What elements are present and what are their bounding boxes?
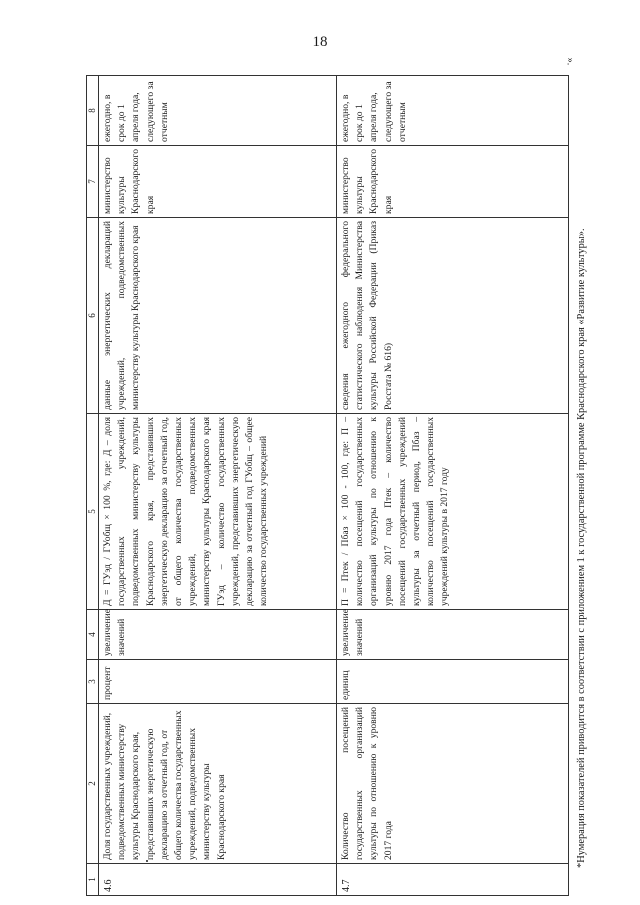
column-number: 7 [87,146,99,218]
table-row [99,76,337,896]
column-number: 8 [87,76,99,146]
column-number-row [87,76,99,896]
reporting-deadline: ежегодно, в срок до 1 апреля года, следующего за отчетным [99,76,337,146]
responsible-body: министерство культуры Краснодарского края [99,146,337,218]
calculation-formula: Д = ГУэд / ГУобщ × 100 %, где: Д – доля государственных учреждений, подведомственных министерству культуры Краснодарского края, представивших энергетическую декларацию за отчетный год, от общего количества государственных учреждений, подведомственных министерству культуры Краснодарского края ГУэд – количество государственных учреждений, представивших энергетическую декларацию за отчетный год ГУобщ – общее количество государственных учреждений [99,414,337,610]
calculation-formula: П = Птек / Пбаз × 100 - 100, где: П – количество посещений государственных организаций культуры по отношению к уровню 2017 года Птек – количество посещений государственных учреждений культуры за отчетный период, Пбаз – количество посещений государственных учреждений культуры в 2017 году [337,414,569,610]
column-number: 6 [87,218,99,414]
column-number: 2 [87,704,99,864]
unit-of-measure: единиц [337,660,569,704]
scan-speck [146,860,148,862]
data-source: данные энергетических деклараций учреждений, подведомственных министерству культуры Краснодарского края [99,218,337,414]
row-number: 4.7 [337,864,569,896]
page-number: 18 [312,34,328,50]
rotated-page-content [86,76,596,896]
indicators-table [86,75,569,896]
target-trend: увеличение значений [99,610,337,660]
responsible-body: министерство культуры Краснодарского края [337,146,569,218]
target-trend: увеличение значений [337,610,569,660]
row-number: 4.6 [99,864,337,896]
data-source: сведения ежегодного федерального статистического наблюдения Министерства культуры Российской Федерации (Приказ Росстата № 616) [337,218,569,414]
indicator-name: Доля государственных учреждений, подведомственных министерству культуры Краснодарского края, представивших энергетическую декларацию за отчетный год, от общего количества государственных учреждений, подведомственных министерству культуры Краснодарского края [99,704,337,864]
reporting-deadline: ежегодно, в срок до 1 апреля года, следующего за отчетным [337,76,569,146]
column-number: 1 [87,864,99,896]
column-number: 3 [87,660,99,704]
unit-of-measure: процент [99,660,337,704]
footnote: *Нумерация показателей приводится в соответствии с приложением 1 к государственной программе Краснодарского края «Развитие культуры». [576,228,587,868]
closing-quote: ». [564,57,576,66]
column-number: 4 [87,610,99,660]
table-row [337,76,569,896]
column-number: 5 [87,414,99,610]
indicator-name: Количество посещений государственных организаций культуры по отношению к уровню 2017 года [337,704,569,864]
